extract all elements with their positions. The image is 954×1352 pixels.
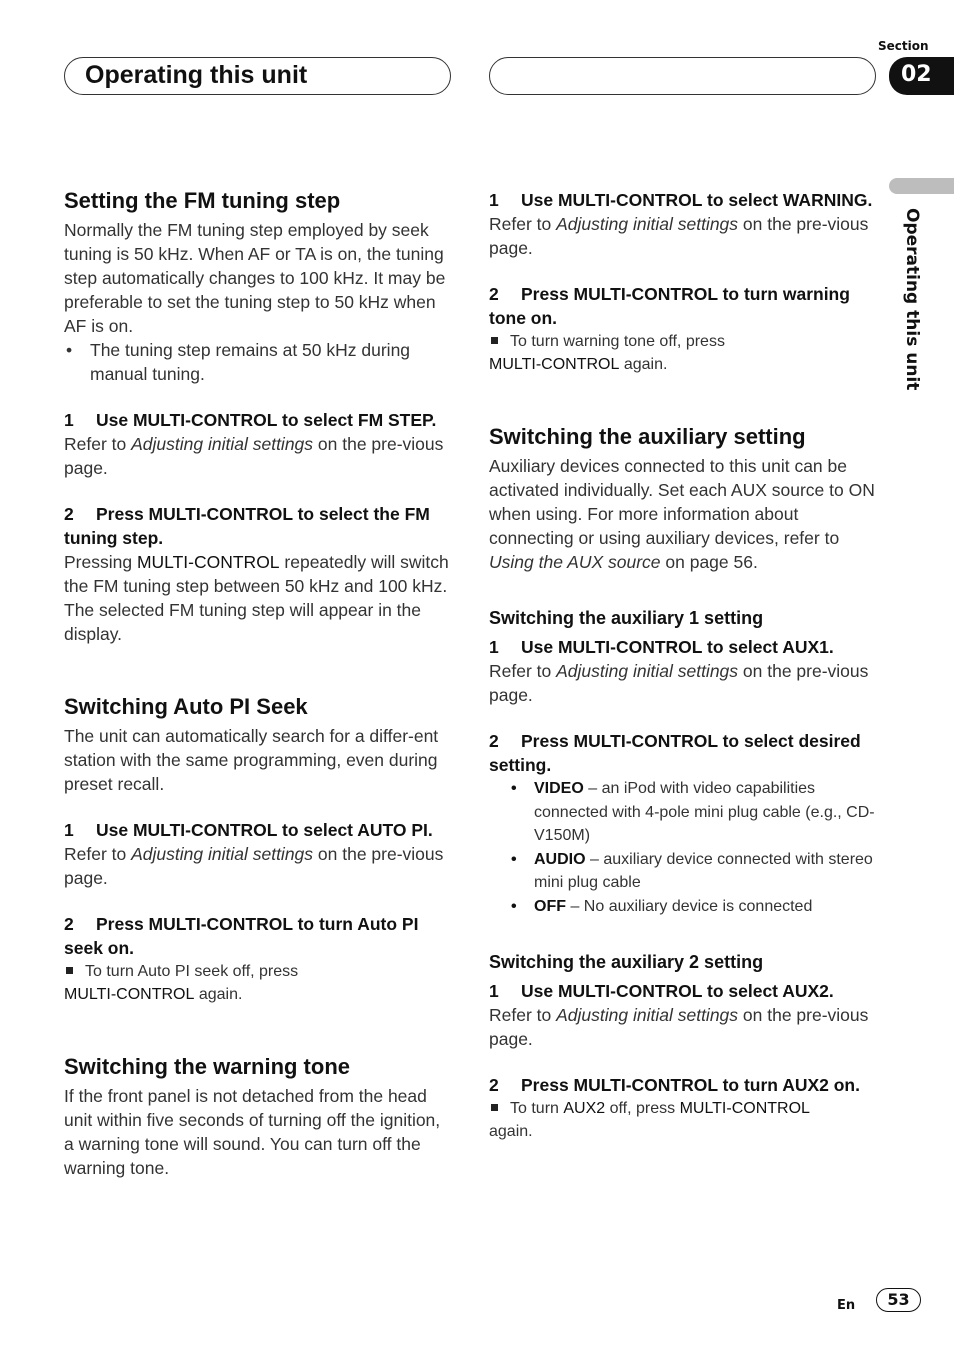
footer-language: En <box>837 1298 856 1313</box>
aux2-heading: Switching the auxiliary 2 setting <box>489 952 764 972</box>
warning-step1: 1 Use MULTI-CONTROL to select WARNING. <box>489 190 873 210</box>
autopi-note: To turn Auto PI seek off, press MULTI-CONTROL again. <box>64 963 299 1003</box>
right-column <box>489 188 879 1143</box>
fm-bullet: • The tuning step remains at 50 kHz during manual tuning. <box>64 338 454 386</box>
autopi-heading: Switching Auto PI Seek <box>64 694 308 719</box>
aux1-heading: Switching the auxiliary 1 setting <box>489 608 764 628</box>
section-label: Section <box>878 39 929 53</box>
page-number: 53 <box>876 1288 921 1312</box>
header-blank-box <box>489 57 876 95</box>
list-item: • AUDIO – auxiliary device connected with stereo mini plug cable <box>489 848 879 895</box>
aux2-note: To turn AUX2 off, press MULTI-CONTROL again. <box>489 1100 810 1140</box>
autopi-step1: 1 Use MULTI-CONTROL to select AUTO PI. <box>64 820 433 840</box>
warning-step2: 2 Press MULTI-CONTROL to turn warning tone on. <box>489 284 850 328</box>
list-item: • VIDEO – an iPod with video capabilities connected with 4-pole mini plug cable (e.g., CD-V150M) <box>489 777 879 848</box>
fm-step2: 2 Press MULTI-CONTROL to select the FM tuning step. <box>64 504 430 548</box>
note-square-icon <box>491 1104 498 1111</box>
aux1-step1: 1 Use MULTI-CONTROL to select AUX1. <box>489 637 834 657</box>
warning-body: If the front panel is not detached from the head unit within five seconds of turning off the ignition, a warning tone will sound. You can turn off the warning tone. <box>64 1086 441 1178</box>
fm-step1-refer: Refer to Adjusting initial settings on the pre-vious page. <box>64 434 444 478</box>
left-column <box>64 188 454 1180</box>
autopi-step1-refer: Refer to Adjusting initial settings on the pre-vious page. <box>64 844 444 888</box>
section-number: 02 <box>889 57 954 95</box>
aux1-step2: 2 Press MULTI-CONTROL to select desired setting. <box>489 731 861 775</box>
autopi-body: The unit can automatically search for a differ-ent station with the same programming, even during preset recall. <box>64 726 439 794</box>
side-tab-label: Operating this unit <box>902 208 922 391</box>
header-title-box <box>64 57 451 95</box>
note-square-icon <box>491 337 498 344</box>
aux-body: Auxiliary devices connected to this unit can be activated individually. Set each AUX source to ON when using. For more information about connecting or using auxiliary devices, refer to Using the AUX source on page 56. <box>489 456 875 572</box>
aux1-step1-refer: Refer to Adjusting initial settings on the pre-vious page. <box>489 661 869 705</box>
warning-step1-refer: Refer to Adjusting initial settings on the pre-vious page. <box>489 214 869 258</box>
aux2-step2: 2 Press MULTI-CONTROL to turn AUX2 on. <box>489 1075 860 1095</box>
aux-heading: Switching the auxiliary setting <box>489 424 806 449</box>
fm-step1: 1 Use MULTI-CONTROL to select FM STEP. <box>64 410 437 430</box>
aux1-options <box>489 777 879 918</box>
fm-heading: Setting the FM tuning step <box>64 188 341 213</box>
fm-step2-body: Pressing MULTI-CONTROL repeatedly will switch the FM tuning step between 50 kHz and 100 kHz. The selected FM tuning step will appear in the display. <box>64 552 449 644</box>
autopi-step2: 2 Press MULTI-CONTROL to turn Auto PI seek on. <box>64 914 419 958</box>
note-square-icon <box>66 967 73 974</box>
warning-heading: Switching the warning tone <box>64 1054 350 1079</box>
aux2-step1-refer: Refer to Adjusting initial settings on the pre-vious page. <box>489 1005 869 1049</box>
aux2-step1: 1 Use MULTI-CONTROL to select AUX2. <box>489 981 834 1001</box>
side-tab <box>889 178 954 194</box>
fm-body: Normally the FM tuning step employed by seek tuning is 50 kHz. When AF or TA is on, the tuning step automatically changes to 100 kHz. It may be preferable to set the tuning step to 50 kHz when AF is on. <box>64 220 446 336</box>
list-item: • OFF – No auxiliary device is connected <box>489 895 879 919</box>
page-title: Operating this unit <box>85 61 308 89</box>
warning-note: To turn warning tone off, press MULTI-CONTROL again. <box>489 333 725 373</box>
